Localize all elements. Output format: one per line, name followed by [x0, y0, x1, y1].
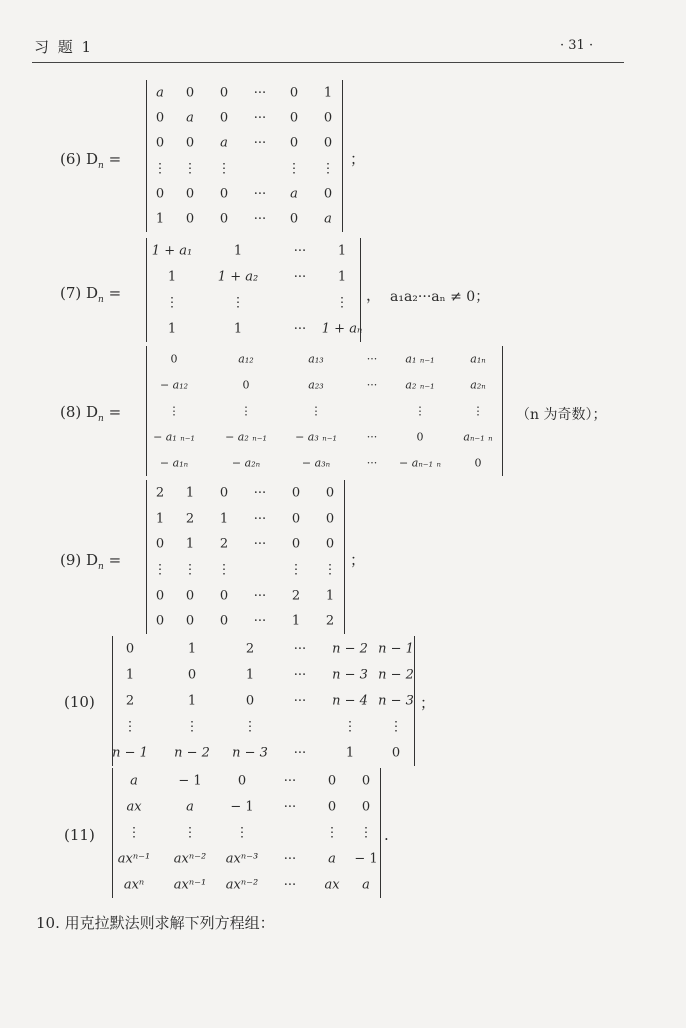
- matrix-cell: 1: [219, 511, 229, 526]
- matrix-cell: 0: [325, 485, 335, 501]
- matrix-cell: 1: [187, 641, 197, 657]
- matrix-cell: 1: [291, 613, 301, 629]
- matrix-cell: a: [362, 877, 370, 893]
- matrix-cell: 1: [233, 321, 243, 337]
- matrix-cell: ···: [283, 773, 297, 789]
- matrix-cell: ⋮: [231, 295, 245, 311]
- matrix-cell: 0: [291, 511, 301, 526]
- matrix-cell: 1: [155, 511, 165, 526]
- matrix-cell: ···: [366, 378, 378, 392]
- matrix-cell: ⋮: [183, 825, 197, 841]
- determinant-bar-left: [146, 238, 147, 342]
- matrix-cell: 1: [233, 243, 243, 259]
- matrix-cell: 1: [125, 667, 135, 683]
- matrix-cell: ···: [253, 135, 267, 151]
- matrix-cell: a: [290, 186, 298, 202]
- matrix-cell: n − 2: [174, 745, 210, 761]
- matrix-cell: − 1: [178, 773, 202, 789]
- matrix-cell: − a₃ ₙ₋₁: [295, 430, 337, 444]
- matrix-cell: − a₁ₙ: [159, 456, 189, 470]
- matrix-cell: 0: [170, 352, 178, 366]
- matrix-cell: aₙ₋₁ ₙ: [463, 430, 493, 444]
- matrix-cell: ⋮: [168, 404, 180, 418]
- matrix-cell: a₁₂: [238, 352, 254, 366]
- determinant-bar-right: [344, 480, 345, 634]
- problem-8-label: (8) $D_n$ =: [60, 403, 122, 424]
- matrix-cell: n − 1: [112, 745, 148, 761]
- matrix-cell: 0: [391, 745, 401, 761]
- determinant-6: [144, 80, 344, 232]
- matrix-cell: a: [186, 799, 194, 815]
- matrix-cell: a₁ₙ: [470, 352, 486, 366]
- matrix-cell: ···: [253, 511, 267, 526]
- matrix-cell: ···: [283, 799, 297, 815]
- matrix-cell: − aₙ₋₁ ₙ: [399, 456, 441, 470]
- matrix-cell: 1: [245, 667, 255, 683]
- problem-7-label: (7) $D_n$ =: [60, 284, 122, 305]
- matrix-cell: 1 + aₙ: [321, 321, 363, 337]
- matrix-cell: − a₁ ₙ₋₁: [153, 430, 195, 444]
- problem-7-punct: ，: [366, 286, 382, 304]
- matrix-cell: 0: [291, 485, 301, 501]
- matrix-cell: 0: [323, 135, 333, 151]
- matrix-cell: ···: [293, 321, 307, 337]
- matrix-cell: 0: [327, 799, 337, 815]
- matrix-cell: 2: [325, 613, 335, 629]
- matrix-cell: 1: [337, 243, 347, 259]
- matrix-cell: n − 3: [332, 667, 368, 683]
- matrix-cell: 0: [219, 211, 229, 227]
- matrix-cell: 2: [291, 588, 301, 603]
- matrix-cell: 0: [155, 536, 165, 552]
- problem-6-punct: ；: [350, 150, 366, 168]
- matrix-cell: ···: [366, 456, 378, 470]
- matrix-cell: 0: [474, 456, 482, 470]
- matrix-cell: ⋮: [359, 825, 373, 841]
- matrix-cell: 1 + a₁: [151, 243, 193, 259]
- determinant-bar-left: [112, 768, 113, 898]
- matrix-cell: 1: [185, 485, 195, 501]
- matrix-cell: 0: [155, 135, 165, 151]
- matrix-cell: 0: [323, 186, 333, 202]
- matrix-cell: 1: [167, 269, 177, 285]
- matrix-cell: a: [186, 110, 194, 126]
- matrix-cell: ···: [293, 641, 307, 657]
- matrix-cell: 0: [219, 485, 229, 501]
- matrix-cell: axⁿ⁻²: [173, 851, 207, 867]
- matrix-cell: 0: [185, 85, 195, 101]
- problem-9-label: (9) $D_n$ =: [60, 551, 122, 572]
- problem-7-condition: a₁a₂···aₙ ≠ 0；: [390, 289, 490, 305]
- matrix-cell: 0: [219, 186, 229, 202]
- matrix-cell: − a₃ₙ: [301, 456, 331, 470]
- matrix-cell: ⋮: [289, 562, 303, 578]
- matrix-cell: ···: [366, 352, 378, 366]
- determinant-bar-right: [342, 80, 343, 232]
- problem-11-label: (11): [64, 826, 95, 844]
- matrix-cell: ⋮: [323, 562, 337, 578]
- matrix-cell: axⁿ: [123, 877, 145, 893]
- matrix-cell: ···: [253, 211, 267, 227]
- matrix-cell: 0: [219, 613, 229, 629]
- determinant-bar-left: [146, 480, 147, 634]
- matrix-cell: 2: [125, 693, 135, 709]
- determinant-11: [110, 768, 382, 898]
- header-rule: [32, 62, 624, 63]
- matrix-cell: a: [220, 135, 228, 151]
- matrix-cell: ···: [253, 613, 267, 629]
- matrix-cell: 0: [325, 536, 335, 552]
- matrix-cell: ⋮: [217, 161, 231, 177]
- matrix-cell: ···: [253, 485, 267, 501]
- matrix-cell: ⋮: [185, 719, 199, 735]
- matrix-cell: axⁿ⁻²: [225, 877, 259, 893]
- matrix-cell: − 1: [354, 851, 378, 867]
- matrix-cell: n − 2: [378, 667, 414, 683]
- matrix-cell: n − 2: [332, 641, 368, 657]
- matrix-cell: a: [324, 211, 332, 227]
- matrix-cell: ax: [324, 877, 340, 893]
- determinant-9: [144, 480, 346, 634]
- page-number: · 31 ·: [560, 38, 594, 53]
- matrix-cell: n − 4: [332, 693, 368, 709]
- matrix-cell: ⋮: [153, 562, 167, 578]
- matrix-cell: 0: [187, 667, 197, 683]
- matrix-cell: ⋮: [414, 404, 426, 418]
- problem-8-condition: （n 为奇数）；: [516, 407, 607, 423]
- matrix-cell: ···: [253, 110, 267, 126]
- matrix-cell: ⋮: [240, 404, 252, 418]
- matrix-cell: ···: [293, 269, 307, 285]
- matrix-cell: 0: [219, 85, 229, 101]
- determinant-bar-right: [414, 636, 415, 766]
- matrix-cell: 0: [185, 186, 195, 202]
- matrix-cell: ⋮: [325, 825, 339, 841]
- matrix-cell: ···: [293, 745, 307, 761]
- matrix-cell: ···: [293, 693, 307, 709]
- problem-10-punct: ；: [420, 694, 436, 712]
- matrix-cell: axⁿ⁻¹: [173, 877, 207, 893]
- matrix-cell: 1: [185, 536, 195, 552]
- matrix-cell: − a₂ ₙ₋₁: [225, 430, 267, 444]
- matrix-cell: ⋮: [243, 719, 257, 735]
- matrix-cell: 0: [327, 773, 337, 789]
- matrix-cell: 0: [289, 110, 299, 126]
- matrix-cell: 1: [155, 211, 165, 227]
- matrix-cell: ···: [283, 851, 297, 867]
- matrix-cell: 2: [219, 536, 229, 552]
- matrix-cell: 2: [185, 511, 195, 526]
- matrix-cell: 1: [323, 85, 333, 101]
- matrix-cell: 0: [155, 186, 165, 202]
- matrix-cell: a₂ₙ: [470, 378, 486, 392]
- determinant-10: [110, 636, 416, 766]
- matrix-cell: − a₂ₙ: [231, 456, 261, 470]
- determinant-bar-right: [502, 346, 503, 476]
- matrix-cell: ⋮: [310, 404, 322, 418]
- matrix-cell: ⋮: [321, 161, 335, 177]
- matrix-cell: a: [328, 851, 336, 867]
- matrix-cell: ···: [253, 588, 267, 603]
- matrix-cell: 1 + a₂: [217, 269, 259, 285]
- matrix-cell: 0: [325, 511, 335, 526]
- matrix-cell: 1: [337, 269, 347, 285]
- matrix-cell: 1: [167, 321, 177, 337]
- matrix-cell: ⋮: [235, 825, 249, 841]
- matrix-cell: ···: [293, 667, 307, 683]
- matrix-cell: 0: [361, 773, 371, 789]
- matrix-cell: 0: [237, 773, 247, 789]
- matrix-cell: ⋮: [165, 295, 179, 311]
- matrix-cell: ···: [253, 536, 267, 552]
- matrix-cell: 0: [185, 135, 195, 151]
- matrix-cell: 1: [345, 745, 355, 761]
- matrix-cell: a₂ ₙ₋₁: [405, 378, 435, 392]
- matrix-cell: ⋮: [183, 562, 197, 578]
- matrix-cell: 0: [323, 110, 333, 126]
- problem-6-label: (6) $D_n$ =: [60, 150, 122, 171]
- matrix-cell: axⁿ⁻³: [225, 851, 259, 867]
- determinant-bar-left: [146, 80, 147, 232]
- matrix-cell: − a₁₂: [159, 378, 189, 392]
- matrix-cell: ⋮: [389, 719, 403, 735]
- matrix-cell: n − 3: [232, 745, 268, 761]
- matrix-cell: 0: [155, 613, 165, 629]
- matrix-cell: 0: [242, 378, 250, 392]
- determinant-7: [144, 238, 362, 342]
- matrix-cell: 0: [219, 588, 229, 603]
- matrix-cell: ···: [283, 877, 297, 893]
- matrix-cell: 0: [361, 799, 371, 815]
- matrix-cell: a₂₃: [308, 378, 324, 392]
- matrix-cell: n − 3: [378, 693, 414, 709]
- matrix-cell: ax: [126, 799, 142, 815]
- matrix-cell: 1: [325, 588, 335, 603]
- matrix-cell: 2: [245, 641, 255, 657]
- matrix-cell: ···: [293, 243, 307, 259]
- exercise-10-heading: 10. 用克拉默法则求解下列方程组：: [36, 914, 275, 932]
- matrix-cell: ⋮: [183, 161, 197, 177]
- running-header: 习 题 1: [34, 38, 94, 56]
- problem-11-punct: .: [384, 826, 389, 844]
- matrix-cell: 0: [155, 588, 165, 603]
- matrix-cell: 0: [289, 211, 299, 227]
- matrix-cell: 0: [219, 110, 229, 126]
- determinant-bar-left: [146, 346, 147, 476]
- matrix-cell: a₁₃: [308, 352, 324, 366]
- matrix-cell: ⋮: [217, 562, 231, 578]
- matrix-cell: 0: [291, 536, 301, 552]
- matrix-cell: ⋮: [472, 404, 484, 418]
- matrix-cell: ···: [366, 430, 378, 444]
- matrix-cell: 0: [416, 430, 424, 444]
- matrix-cell: 0: [125, 641, 135, 657]
- matrix-cell: 2: [155, 485, 165, 501]
- problem-10-label: (10): [64, 693, 95, 711]
- matrix-cell: 1: [187, 693, 197, 709]
- matrix-cell: a: [156, 85, 164, 101]
- matrix-cell: 0: [185, 613, 195, 629]
- matrix-cell: ⋮: [343, 719, 357, 735]
- matrix-cell: a₁ ₙ₋₁: [405, 352, 435, 366]
- matrix-cell: n − 1: [378, 641, 414, 657]
- matrix-cell: ···: [253, 85, 267, 101]
- matrix-cell: ⋮: [127, 825, 141, 841]
- matrix-cell: ⋮: [335, 295, 349, 311]
- matrix-cell: 0: [185, 588, 195, 603]
- determinant-bar-right: [380, 768, 381, 898]
- determinant-8: [144, 346, 504, 476]
- matrix-cell: axⁿ⁻¹: [117, 851, 151, 867]
- matrix-cell: 0: [245, 693, 255, 709]
- matrix-cell: ⋮: [287, 161, 301, 177]
- matrix-cell: − 1: [230, 799, 254, 815]
- matrix-cell: a: [130, 773, 138, 789]
- matrix-cell: ···: [253, 186, 267, 202]
- problem-9-punct: ；: [350, 551, 366, 569]
- matrix-cell: 0: [289, 85, 299, 101]
- matrix-cell: ⋮: [153, 161, 167, 177]
- matrix-cell: ⋮: [123, 719, 137, 735]
- matrix-cell: 0: [155, 110, 165, 126]
- matrix-cell: 0: [289, 135, 299, 151]
- matrix-cell: 0: [185, 211, 195, 227]
